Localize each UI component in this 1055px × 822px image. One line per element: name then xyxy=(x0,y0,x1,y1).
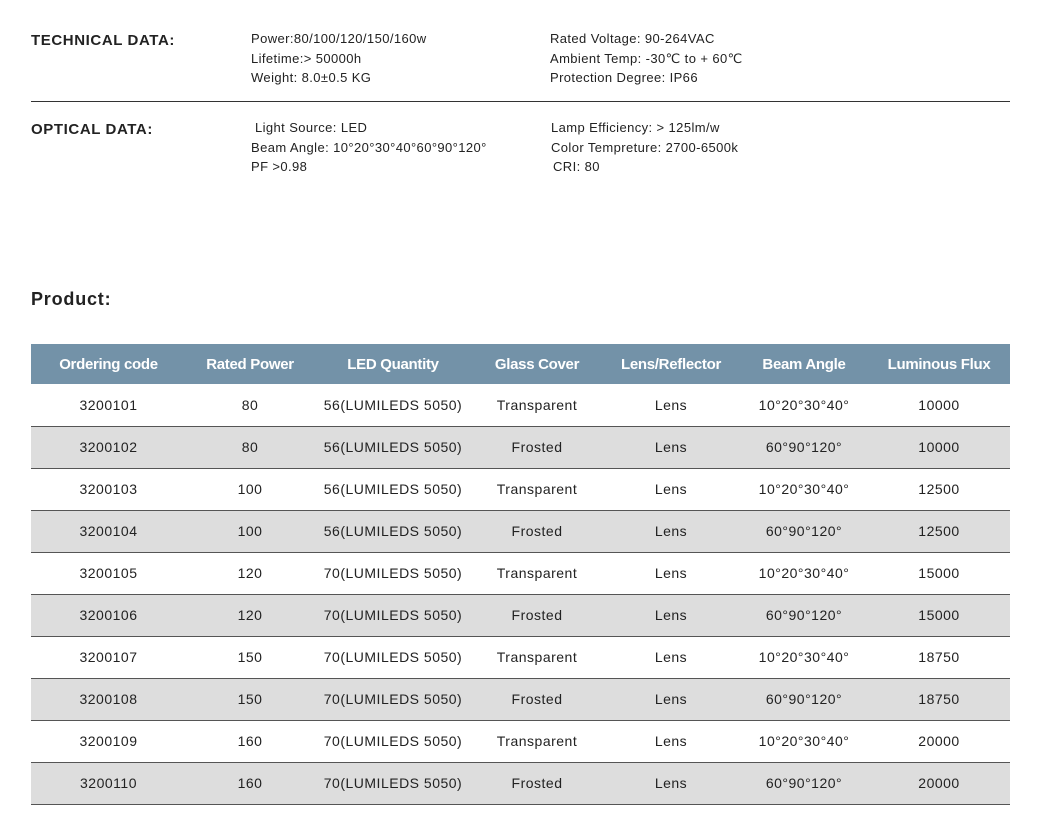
luminous-flux-cell: 10000 xyxy=(918,396,960,413)
table-row xyxy=(31,552,1010,594)
lens-reflector-cell: Lens xyxy=(602,594,740,636)
lens-reflector-cell: Lens xyxy=(602,426,740,468)
led-quantity-cell: 70(LUMILEDS 5050) xyxy=(314,594,472,636)
optical-data-title: OPTICAL DATA: xyxy=(31,121,153,138)
led-quantity-cell: 70(LUMILEDS 5050) xyxy=(323,649,463,665)
rated-power-cell: 150 xyxy=(237,649,263,665)
table-header-row xyxy=(31,344,1010,384)
table-row xyxy=(31,594,1010,636)
lens-reflector-cell: Lens xyxy=(654,649,688,665)
ordering-code-cell: 3200104 xyxy=(31,510,186,552)
luminous-flux-cell: 15000 xyxy=(918,565,960,581)
ambient-temp-spec: Ambient Temp: -30℃ to + 60℃ xyxy=(550,50,743,66)
lens-reflector-cell: Lens xyxy=(602,510,740,552)
technical-specs-left xyxy=(251,29,427,88)
header-ordering-code: Ordering code xyxy=(59,355,158,373)
beam-angle-cell: 60°90°120° xyxy=(740,510,868,552)
rated-power-cell: 80 xyxy=(241,396,259,413)
luminous-flux-cell: 20000 xyxy=(868,762,1010,804)
rated-power-cell: 160 xyxy=(186,762,314,804)
table-row xyxy=(31,762,1010,804)
lens-reflector-cell: Lens xyxy=(602,762,740,804)
table-row xyxy=(31,468,1010,510)
led-quantity-cell: 56(LUMILEDS 5050) xyxy=(314,426,472,468)
led-quantity-cell: 56(LUMILEDS 5050) xyxy=(323,481,463,497)
lifetime-spec: Lifetime:> 50000h xyxy=(251,50,362,66)
light-source-spec: Light Source: LED xyxy=(255,120,368,135)
beam-angle-cell: 10°20°30°40° xyxy=(758,733,850,749)
glass-cover-cell: Transparent xyxy=(496,396,578,413)
glass-cover-cell: Frosted xyxy=(472,426,602,468)
ordering-code-cell: 3200108 xyxy=(31,678,186,720)
luminous-flux-cell: 10000 xyxy=(868,426,1010,468)
lens-reflector-cell: Lens xyxy=(602,678,740,720)
glass-cover-cell: Frosted xyxy=(472,510,602,552)
beam-angle-cell: 60°90°120° xyxy=(740,594,868,636)
ordering-code-cell: 3200106 xyxy=(31,594,186,636)
led-quantity-cell: 56(LUMILEDS 5050) xyxy=(323,396,463,413)
beam-angle-cell: 10°20°30°40° xyxy=(758,565,850,581)
product-table xyxy=(31,344,1010,805)
color-temperature-spec: Color Tempreture: 2700-6500k xyxy=(551,139,739,155)
table-row xyxy=(31,720,1010,762)
optical-specs-right xyxy=(551,118,738,177)
header-lens-reflector: Lens/Reflector xyxy=(621,355,721,373)
glass-cover-cell: Transparent xyxy=(496,649,578,665)
luminous-flux-cell: 18750 xyxy=(868,678,1010,720)
led-quantity-cell: 70(LUMILEDS 5050) xyxy=(314,762,472,804)
table-row xyxy=(31,384,1010,426)
luminous-flux-cell: 18750 xyxy=(918,649,960,665)
table-row xyxy=(31,510,1010,552)
table-body xyxy=(31,384,1010,804)
section-divider xyxy=(31,101,1010,102)
header-rated-power: Rated Power xyxy=(206,355,294,373)
pf-spec: PF >0.98 xyxy=(251,159,308,174)
cri-spec: CRI: 80 xyxy=(553,159,600,174)
header-led-quantity: LED Quantity xyxy=(347,355,439,373)
beam-angle-cell: 60°90°120° xyxy=(740,762,868,804)
lens-reflector-cell: Lens xyxy=(654,396,688,413)
ordering-code-cell: 3200103 xyxy=(79,481,138,497)
led-quantity-cell: 56(LUMILEDS 5050) xyxy=(314,510,472,552)
beam-angle-cell: 10°20°30°40° xyxy=(758,481,850,497)
product-title: Product: xyxy=(31,289,112,309)
lens-reflector-cell: Lens xyxy=(654,565,688,581)
ordering-code-cell: 3200110 xyxy=(31,762,186,804)
beam-angle-cell: 60°90°120° xyxy=(740,426,868,468)
glass-cover-cell: Transparent xyxy=(496,565,578,581)
lens-reflector-cell: Lens xyxy=(654,481,688,497)
rated-power-cell: 160 xyxy=(237,733,263,749)
technical-data-title: TECHNICAL DATA: xyxy=(31,32,175,49)
beam-angle-spec: Beam Angle: 10°20°30°40°60°90°120° xyxy=(251,139,487,155)
header-luminous-flux: Luminous Flux xyxy=(887,355,991,373)
beam-angle-cell: 10°20°30°40° xyxy=(758,396,850,413)
lamp-efficiency-spec: Lamp Efficiency: > 125lm/w xyxy=(551,120,720,135)
beam-angle-cell: 10°20°30°40° xyxy=(758,649,850,665)
technical-specs-right xyxy=(550,29,743,88)
rated-power-cell: 100 xyxy=(186,510,314,552)
glass-cover-cell: Frosted xyxy=(472,678,602,720)
luminous-flux-cell: 12500 xyxy=(918,481,960,497)
header-glass-cover: Glass Cover xyxy=(494,355,580,373)
led-quantity-cell: 70(LUMILEDS 5050) xyxy=(323,733,463,749)
rated-power-cell: 150 xyxy=(186,678,314,720)
header-beam-angle: Beam Angle xyxy=(762,355,846,373)
glass-cover-cell: Frosted xyxy=(472,762,602,804)
lens-reflector-cell: Lens xyxy=(654,733,688,749)
table-row xyxy=(31,426,1010,468)
ordering-code-cell: 3200105 xyxy=(79,565,138,581)
ordering-code-cell: 3200107 xyxy=(79,649,138,665)
weight-spec: Weight: 8.0±0.5 KG xyxy=(251,70,372,85)
ordering-code-cell: 3200102 xyxy=(31,426,186,468)
rated-power-cell: 120 xyxy=(186,594,314,636)
ordering-code-cell: 3200101 xyxy=(79,396,138,413)
power-spec: Power:80/100/120/150/160w xyxy=(251,31,427,46)
glass-cover-cell: Transparent xyxy=(496,481,578,497)
led-quantity-cell: 70(LUMILEDS 5050) xyxy=(314,678,472,720)
glass-cover-cell: Transparent xyxy=(496,733,578,749)
glass-cover-cell: Frosted xyxy=(472,594,602,636)
table-row xyxy=(31,678,1010,720)
beam-angle-cell: 60°90°120° xyxy=(740,678,868,720)
rated-power-cell: 120 xyxy=(237,565,263,581)
optical-specs-left xyxy=(251,118,487,177)
luminous-flux-cell: 15000 xyxy=(868,594,1010,636)
ordering-code-cell: 3200109 xyxy=(79,733,138,749)
rated-power-cell: 100 xyxy=(237,481,263,497)
rated-voltage-spec: Rated Voltage: 90-264VAC xyxy=(550,31,715,46)
table-row xyxy=(31,636,1010,678)
led-quantity-cell: 70(LUMILEDS 5050) xyxy=(323,565,463,581)
rated-power-cell: 80 xyxy=(186,426,314,468)
luminous-flux-cell: 20000 xyxy=(918,733,960,749)
protection-degree-spec: Protection Degree: IP66 xyxy=(550,70,698,85)
luminous-flux-cell: 12500 xyxy=(868,510,1010,552)
